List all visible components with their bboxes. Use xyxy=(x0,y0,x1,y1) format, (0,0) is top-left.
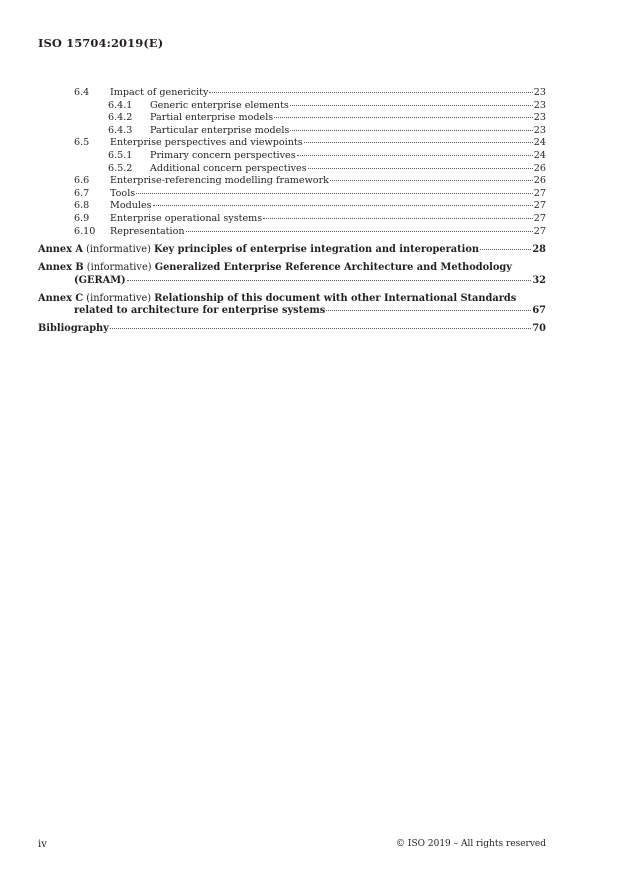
toc-entry-title: Tools xyxy=(110,187,136,199)
toc-entry[interactable] xyxy=(38,137,546,150)
annex-title-line1: Generalized Enterprise Reference Architecture and Methodology xyxy=(154,262,512,274)
toc-entry[interactable] xyxy=(38,87,546,100)
dot-leader xyxy=(326,309,531,311)
dot-leader xyxy=(330,179,533,181)
toc-entry-title: Enterprise-referencing modelling framework xyxy=(110,175,329,187)
toc-entry[interactable] xyxy=(38,226,546,239)
toc-page-number: 28 xyxy=(532,244,546,256)
dot-leader xyxy=(110,327,532,329)
toc-entry[interactable] xyxy=(38,175,546,188)
page-footer xyxy=(38,839,546,850)
footer-copyright: © ISO 2019 – All rights reserved xyxy=(396,839,546,849)
annex-kind: (informative) xyxy=(86,292,152,304)
toc-page-number: 27 xyxy=(533,200,546,212)
toc-page-number: 24 xyxy=(533,149,546,161)
table-of-contents xyxy=(38,87,546,335)
toc-entry-number: 6.5.2 xyxy=(108,162,133,174)
dot-leader xyxy=(153,204,533,206)
toc-clause-list xyxy=(38,87,546,238)
dot-leader xyxy=(274,116,533,118)
toc-page-number: 27 xyxy=(533,225,546,237)
dot-leader xyxy=(127,279,532,281)
toc-page-number: 24 xyxy=(533,137,546,149)
toc-page-number: 23 xyxy=(533,99,546,111)
toc-page-number: 23 xyxy=(533,112,546,124)
toc-entry[interactable] xyxy=(38,100,546,113)
toc-entry-number: 6.5.1 xyxy=(108,149,133,161)
annex-kind: (informative) xyxy=(86,262,152,274)
toc-annex-a[interactable] xyxy=(38,244,546,256)
toc-entry-title: Impact of genericity xyxy=(110,87,209,98)
annex-title-line2: related to architecture for enterprise systems xyxy=(74,304,326,316)
toc-entry-number: 6.5 xyxy=(74,137,90,149)
dot-leader xyxy=(297,154,533,156)
toc-entry-number: 6.4 xyxy=(74,87,90,98)
bibliography-label: Bibliography xyxy=(38,323,109,335)
toc-page-number: 32 xyxy=(532,274,546,286)
toc-entry-title: Additional concern perspectives xyxy=(150,162,307,174)
dot-leader xyxy=(136,192,533,194)
toc-entry[interactable] xyxy=(38,125,546,138)
toc-entry-number: 6.9 xyxy=(74,212,90,224)
toc-page-number: 26 xyxy=(533,175,546,187)
toc-page-number: 23 xyxy=(533,87,546,98)
dot-leader xyxy=(290,104,533,106)
toc-entry-title: Partial enterprise models xyxy=(150,112,274,124)
document-header: ISO 15704:2019(E) xyxy=(38,36,164,50)
toc-page-number: 23 xyxy=(533,124,546,136)
annex-title-line2: (GERAM) xyxy=(74,274,126,286)
toc-entry[interactable] xyxy=(38,112,546,125)
toc-page-number: 26 xyxy=(533,162,546,174)
dot-leader xyxy=(209,91,532,93)
dot-leader xyxy=(290,129,532,131)
dot-leader xyxy=(308,167,533,169)
toc-entry-title: Enterprise operational systems xyxy=(110,212,263,224)
toc-entry-number: 6.4.2 xyxy=(108,112,133,124)
annex-label: Annex A xyxy=(38,244,83,256)
toc-entry[interactable] xyxy=(38,213,546,226)
annex-kind: (informative) xyxy=(86,244,151,256)
dot-leader xyxy=(186,230,533,232)
toc-entry-number: 6.7 xyxy=(74,187,90,199)
annex-title: Key principles of enterprise integration and interoperation xyxy=(154,244,480,256)
footer-page-number: iv xyxy=(38,839,47,850)
toc-entry-title: Enterprise perspectives and viewpoints xyxy=(110,137,303,149)
annex-label: Annex C xyxy=(38,292,84,304)
toc-entry-number: 6.4.3 xyxy=(108,124,133,136)
toc-page-number: 27 xyxy=(533,212,546,224)
toc-entry-title: Generic enterprise elements xyxy=(150,99,289,111)
toc-entry-number: 6.8 xyxy=(74,200,90,212)
annex-label: Annex B xyxy=(38,262,84,274)
toc-entry[interactable] xyxy=(38,188,546,201)
dot-leader xyxy=(263,217,533,219)
toc-entry-title: Primary concern perspectives xyxy=(150,149,296,161)
toc-entry-number: 6.6 xyxy=(74,175,90,187)
toc-entry[interactable] xyxy=(38,200,546,213)
toc-entry[interactable] xyxy=(38,163,546,176)
dot-leader xyxy=(304,141,533,143)
toc-page-number: 67 xyxy=(532,304,546,316)
toc-annex-c[interactable] xyxy=(38,293,546,317)
toc-page-number: 70 xyxy=(532,323,546,335)
toc-entry-number: 6.4.1 xyxy=(108,99,133,111)
toc-bibliography[interactable] xyxy=(38,323,546,335)
dot-leader xyxy=(480,248,531,250)
toc-entry[interactable] xyxy=(38,150,546,163)
toc-entry-title: Representation xyxy=(110,225,185,237)
toc-page-number: 27 xyxy=(533,187,546,199)
toc-entry-number: 6.10 xyxy=(74,225,96,237)
toc-annex-b[interactable] xyxy=(38,262,546,286)
toc-entry-title: Particular enterprise models xyxy=(150,124,290,136)
toc-entry-title: Modules xyxy=(110,200,152,212)
annex-title-line1: Relationship of this document with other International Standards xyxy=(154,292,517,304)
